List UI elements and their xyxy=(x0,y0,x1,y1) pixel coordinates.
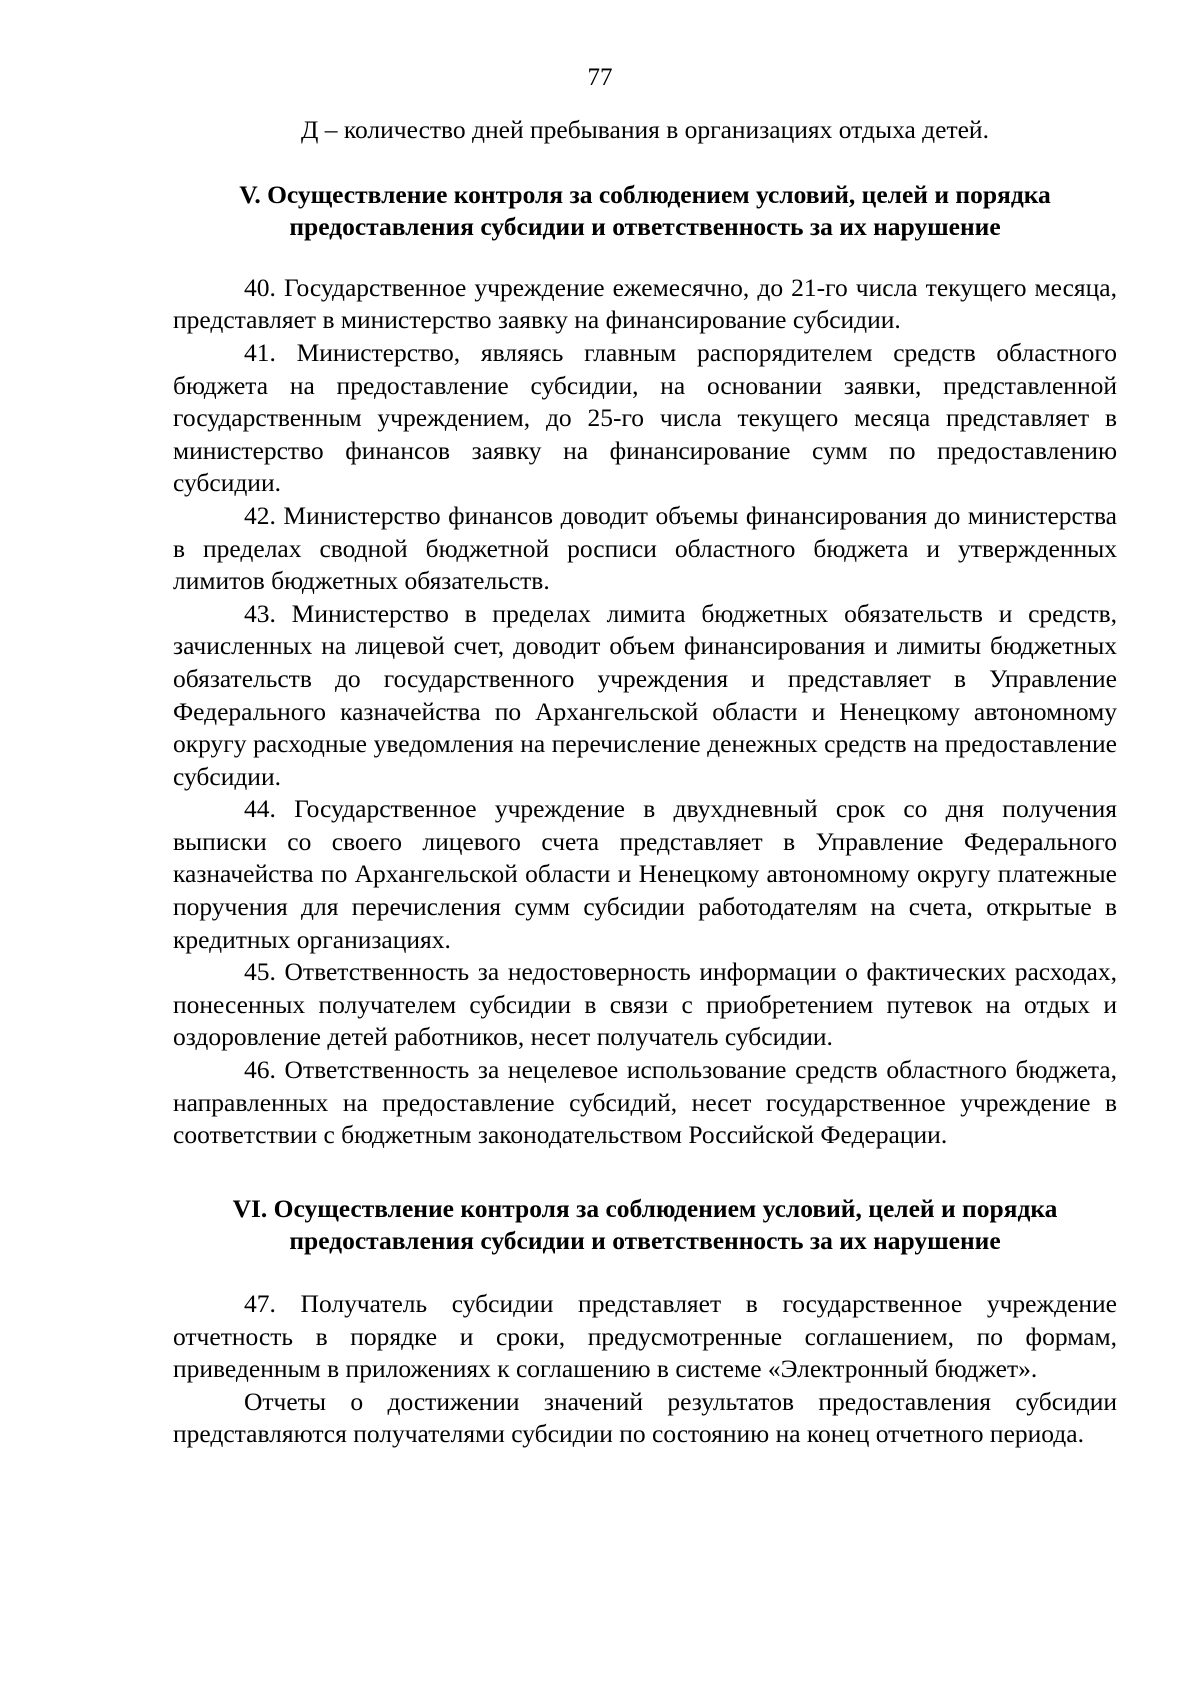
paragraph-number: 41. xyxy=(244,337,276,367)
paragraph-text: Министерство финансов доводит объемы финансирования до министерства в пределах сводной бюджетной росписи областного бюджета и утвержденных лимитов бюджетных обязательств. xyxy=(173,500,1117,596)
paragraph-number: 46. xyxy=(244,1055,276,1085)
paragraph-47 xyxy=(173,1288,1117,1386)
paragraph-text: Получатель субсидии представляет в государственное учреждение отчетность в порядке и сроки, предусмотренные соглашением, по формам, приведенным в приложениях к соглашению в системе «Электронный бюджет». xyxy=(173,1289,1117,1384)
paragraph-text: Министерство в пределах лимита бюджетных обязательств и средств, зачисленных на лицевой счет, доводит объем финансирования и лимиты бюджетных обязательств до государственного учреждения и представляет в Управление Федерального казначейства по Архангельской области и Ненецкому автономному округу расходные уведомления на перечисление денежных средств на предоставление субсидии. xyxy=(173,598,1118,791)
section-6-heading: VI. Осуществление контроля за соблюдением условий, целей и порядка предоставления субсидии и ответственность за их нарушение xyxy=(232,1193,1058,1256)
intro-line: Д – количество дней пребывания в организациях отдыха детей. xyxy=(301,115,989,144)
paragraph-46 xyxy=(173,1054,1117,1152)
paragraph-text: Ответственность за недостоверность информации о фактических расходах, понесенных получателем субсидии в связи с приобретением путевок на отдых и оздоровление детей работников, несет получатель субсидии. xyxy=(173,957,1118,1052)
paragraph-44 xyxy=(173,793,1117,956)
paragraph-40 xyxy=(173,272,1117,337)
section-6-body xyxy=(173,1288,1117,1451)
paragraph-45 xyxy=(173,956,1117,1054)
section-5-heading: V. Осуществление контроля за соблюдением условий, целей и порядка предоставления субсидии и ответственность за их нарушение xyxy=(239,179,1051,242)
paragraph-number: 44. xyxy=(244,794,276,824)
paragraph-42 xyxy=(173,500,1117,598)
paragraph-number: 47. xyxy=(244,1289,276,1318)
section-5-body xyxy=(173,272,1117,1152)
paragraph-number: 45. xyxy=(244,957,276,987)
page-content xyxy=(173,114,1117,1451)
paragraph-number: 40. xyxy=(244,272,276,302)
paragraph-number: 42. xyxy=(244,500,276,530)
paragraph-text: Ответственность за нецелевое использование средств областного бюджета, направленных на предоставление субсидий, несет государственное учреждение в соответствии с бюджетным законодательством Российской Федерации. xyxy=(173,1055,1117,1150)
paragraph-43 xyxy=(173,598,1117,794)
paragraph-text: Отчеты о достижении значений результатов предоставления субсидии представляются получателями субсидии по состоянию на конец отчетного периода. xyxy=(173,1386,1117,1449)
paragraph-41 xyxy=(173,337,1117,500)
page-number: 77 xyxy=(587,64,613,91)
paragraph-reports xyxy=(173,1386,1117,1451)
paragraph-text: Государственное учреждение в двухдневный срок со дня получения выписки со своего лицевого счета представляет в Управление Федерального казначейства по Архангельской области и Ненецкому автономному округу платежные поручения для перечисления сумм субсидии работодателям на счета, открытые в кредитных организациях. xyxy=(173,794,1118,954)
paragraph-text: Министерство, являясь главным распорядителем средств областного бюджета на предоставление субсидии, на основании заявки, представленной государственным учреждением, до 25-го числа текущего месяца представляет в министерство финансов заявку на финансирование сумм по предоставлению субсидии. xyxy=(173,337,1117,498)
paragraph-number: 43. xyxy=(244,598,276,628)
paragraph-text: Государственное учреждение ежемесячно, до 21-го числа текущего месяца, представляет в министерство заявку на финансирование субсидии. xyxy=(173,272,1117,335)
